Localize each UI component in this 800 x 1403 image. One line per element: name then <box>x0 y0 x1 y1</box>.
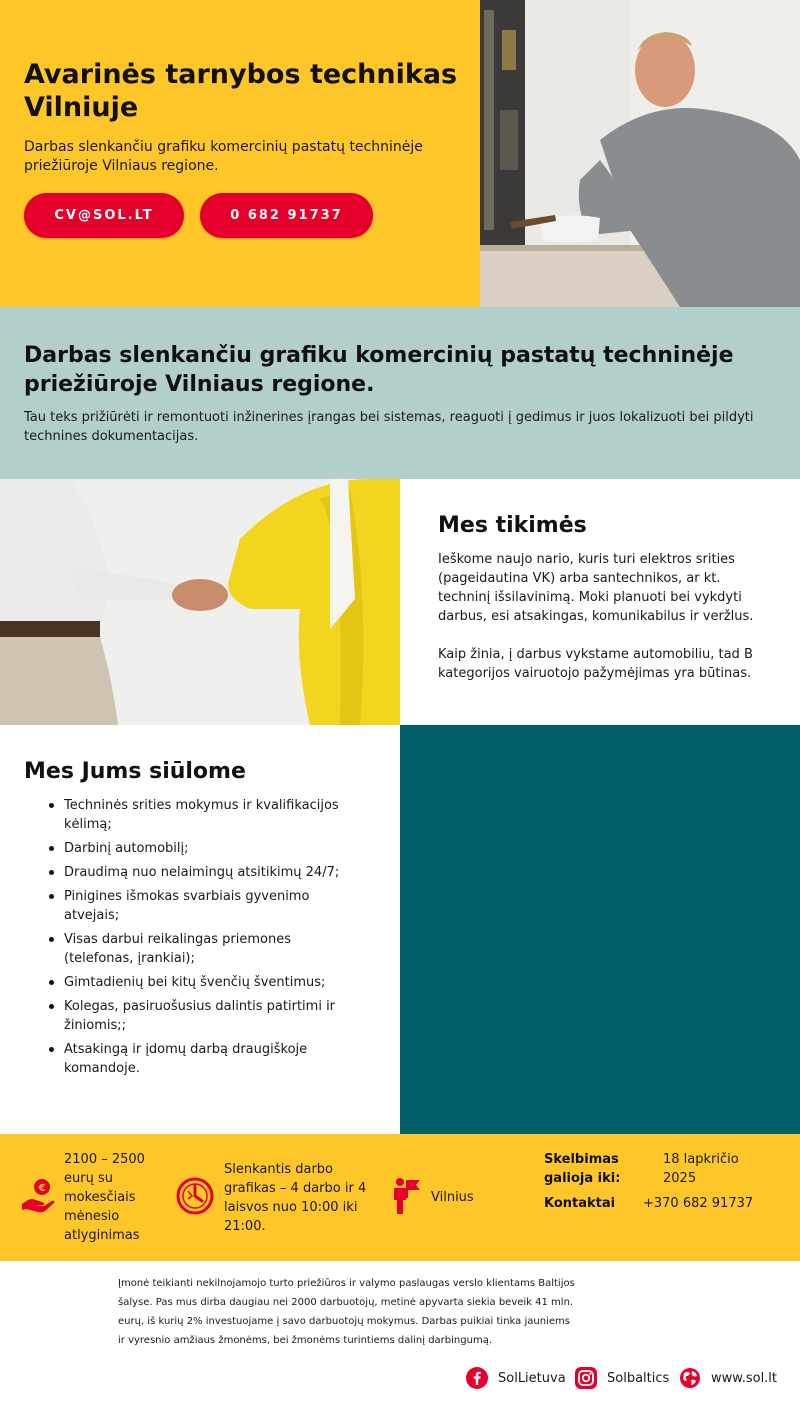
schedule-text: Slenkantis darbo grafikas – 4 darbo ir 4 laisvos nuo 10:00 iki 21:00. <box>224 1162 367 1234</box>
salary-text: 2100 – 2500 eurų su mokesčiais mėnesio atlyginimas <box>64 1152 145 1243</box>
website-link[interactable] <box>679 1366 777 1390</box>
website-label[interactable]: www.sol.lt <box>711 1370 778 1386</box>
email-button[interactable]: CV@SOL.LT <box>24 193 184 238</box>
benefits-list <box>46 796 346 1083</box>
phone-button[interactable]: 0 682 91737 <box>200 193 373 238</box>
intro-title: Darbas slenkančiu grafiku komercinių pastatų techninėje priežiūroje Vilniaus regione. <box>24 343 734 397</box>
hero-section <box>0 0 800 307</box>
teal-block <box>400 725 800 1134</box>
company-description: Įmonė teikianti nekilnojamojo turto priežiūros ir valymo paslaugas verslo klientams Baltijos šalyse. Pas mus dirba daugiau nei 2000 darbuotojų, metinė apyvarta siekia beveik 41 mln. eurų, iš kurių 2% investuojame į savo darbuotojų mokymus. Darbas puikiai tinka jauniems ir vyresnio amžiaus žmonėms, bei žmonėms turintiems dalinį darbingumą. <box>118 1278 575 1346</box>
list-item: Draudimą nuo nelaimingų atsitikimų 24/7; <box>46 863 346 882</box>
valid-until-label: Skelbimas galioja iki: <box>544 1152 621 1186</box>
list-item: Atsakingą ir įdomų darbą draugiškoje komandoje. <box>46 1040 346 1078</box>
facebook-label[interactable]: SolLietuva <box>498 1370 566 1386</box>
list-item: Pinigines išmokas svarbiais gyvenimo atvejais; <box>46 887 346 925</box>
clock-icon <box>176 1177 214 1219</box>
person-flag-icon <box>390 1176 422 1218</box>
expectations-paragraph: Ieškome naujo nario, kuris turi elektros srities (pageidautina VK) arba santechnikos, ar kt. techninį išsilavinimą. Moki planuoti bei vykdyti darbus, esi atsakingas, komunikabilus ir veržlus. <box>438 552 754 624</box>
list-item: Visas darbui reikalingas priemones (telefonas, įrankiai); <box>46 930 346 968</box>
expectations-title: Mes tikimės <box>438 513 587 538</box>
intro-section <box>0 307 800 479</box>
hero-text <box>24 58 464 176</box>
salary-hand-euro-icon <box>20 1178 56 1218</box>
facebook-link[interactable] <box>466 1366 566 1390</box>
instagram-icon <box>575 1367 597 1389</box>
job-summary: Darbas slenkančiu grafiku komercinių pastatų techninėje priežiūroje Vilniaus regione. <box>24 139 423 174</box>
offer-title: Mes Jums siūlome <box>24 759 246 784</box>
contacts-phone[interactable]: +370 682 91737 <box>643 1196 754 1211</box>
offer-section <box>0 725 400 1134</box>
list-item: Darbinį automobilį; <box>46 839 346 858</box>
intro-description: Tau teks prižiūrėti ir remontuoti inžinerines įrangas bei sistemas, reaguoti į gedimus ir juos lokalizuoti bei pildyti technines dokumentacijas. <box>24 410 754 444</box>
license-requirement: Kaip žinia, į darbus vykstame automobiliu, tad B kategorijos vairuotojo pažymėjimas yra būtinas. <box>438 647 753 681</box>
instagram-link[interactable] <box>575 1366 669 1390</box>
info-bar <box>0 1134 800 1261</box>
list-item: Kolegas, pasiruošusius dalintis patirtimi ir žiniomis;; <box>46 997 346 1035</box>
valid-until-date: 18 lapkričio 2025 <box>663 1152 739 1186</box>
svg-text:€: € <box>38 1183 46 1194</box>
list-item: Techninės srities mokymus ir kvalifikacijos kėlimą; <box>46 796 346 834</box>
instagram-label[interactable]: Solbaltics <box>607 1370 670 1386</box>
globe-icon <box>679 1367 701 1389</box>
handshake-photo <box>0 479 400 725</box>
technician-photo <box>480 0 800 307</box>
job-title: Avarinės tarnybos technikas Vilniuje <box>24 59 458 123</box>
location-text: Vilnius <box>431 1190 474 1205</box>
expectations-section <box>400 479 800 725</box>
facebook-icon <box>466 1367 488 1389</box>
list-item: Gimtadienių bei kitų švenčių šventimus; <box>46 973 346 992</box>
contacts-label: Kontaktai <box>544 1196 616 1211</box>
